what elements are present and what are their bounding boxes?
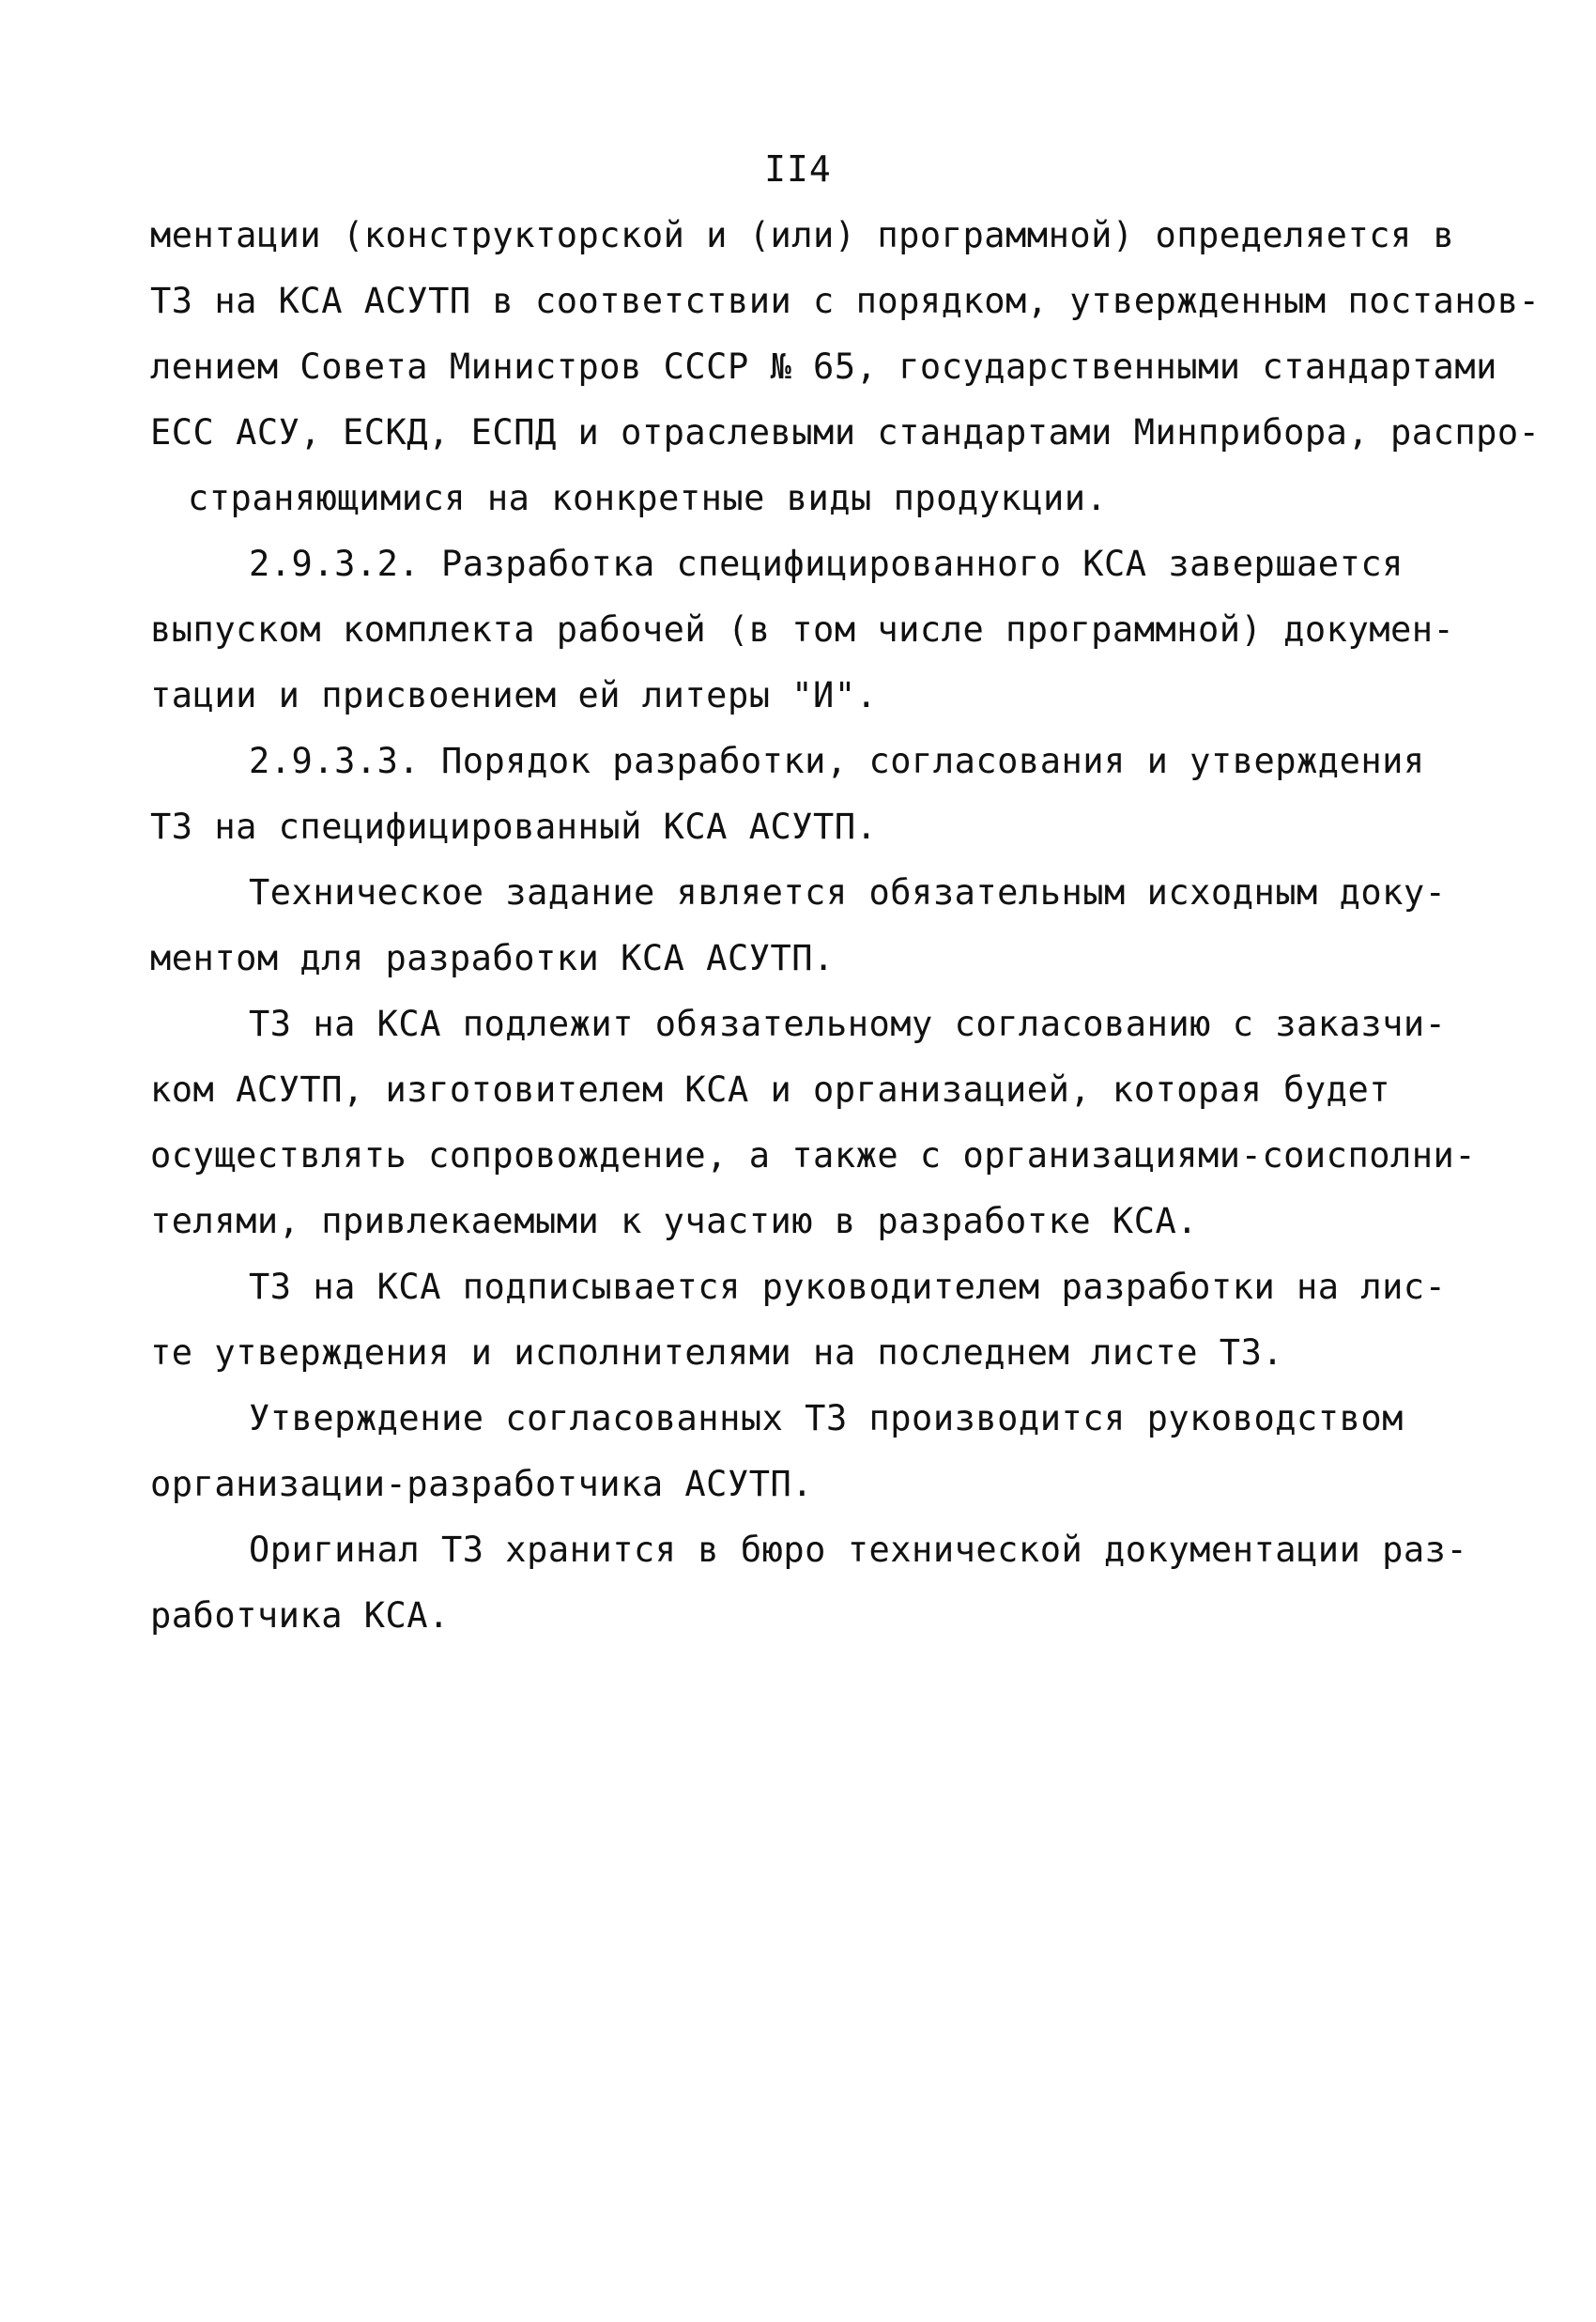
text-line: страняющимися на конкретные виды продукции. [188, 478, 1108, 518]
text-line: ком АСУТП, изготовителем КСА и организацией, которая будет [150, 1069, 1391, 1110]
paragraph-start: 2.9.3.3. Порядок разработки, согласования и утверждения [249, 741, 1425, 781]
paragraph-start: Оригинал ТЗ хранится в бюро технической документации раз- [249, 1530, 1468, 1570]
page-number: II4 [764, 148, 832, 190]
text-line: ТЗ на специфицированный КСА АСУТП. [150, 807, 878, 847]
text-line: те утверждения и исполнителями на последнем листе ТЗ. [150, 1332, 1284, 1373]
text-line: осуществлять сопровождение, а также с организациями-соисполни- [150, 1135, 1477, 1176]
paragraph-start: ТЗ на КСА подписывается руководителем разработки на лис- [249, 1267, 1447, 1307]
text-line: ментом для разработки КСА АСУТП. [150, 938, 835, 978]
text-line: работчика КСА. [150, 1595, 450, 1636]
text-line: телями, привлекаемыми к участию в разработке КСА. [150, 1201, 1199, 1241]
paragraph-start: 2.9.3.2. Разработка специфицированного КСА завершается [249, 544, 1404, 584]
text-line: ТЗ на КСА АСУТП в соответствии с порядком, утвержденным постанов- [150, 281, 1541, 321]
paragraph-start: ТЗ на КСА подлежит обязательному согласованию с заказчи- [249, 1004, 1447, 1044]
text-line: ментации (конструкторской и (или) программной) определяется в [150, 215, 1455, 255]
text-line: выпуском комплекта рабочей (в том числе программной) докумен- [150, 609, 1455, 650]
text-line: ЕСС АСУ, ЕСКД, ЕСПД и отраслевыми стандартами Минприбора, распро- [150, 412, 1541, 453]
text-line: организации-разработчика АСУТП. [150, 1464, 814, 1504]
paragraph-start: Утверждение согласованных ТЗ производится руководством [249, 1398, 1404, 1438]
paragraph-start: Техническое задание является обязательным исходным доку- [249, 872, 1447, 913]
text-line: тации и присвоением ей литеры "И". [150, 675, 878, 715]
text-line: лением Совета Министров СССР № 65, государственными стандартами [150, 346, 1497, 387]
